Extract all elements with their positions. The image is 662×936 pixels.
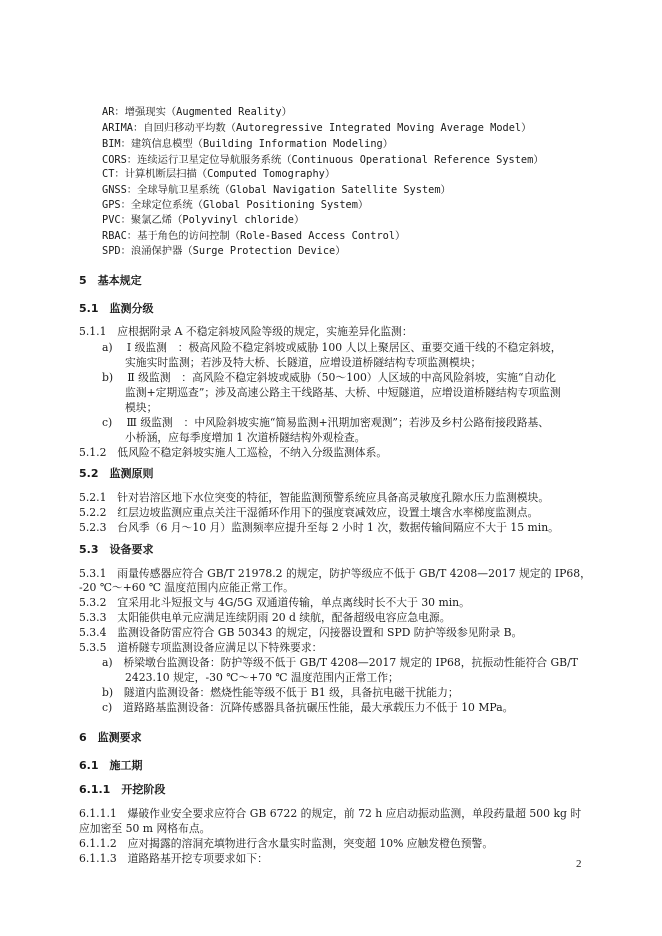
clause-text: 应加密至 50 m 网格布点。 xyxy=(79,822,211,835)
clause-text: 5.3.5 道桥隧专项监测设备应满足以下特殊要求： xyxy=(79,641,323,654)
clause-text: 5.2.1 针对岩溶区地下水位突变的特征，智能监测预警系统应具备高灵敏度孔隙水压力监测模块。 xyxy=(79,491,550,504)
abbreviation-item: GPS：全球定位系统（Global Positioning System） xyxy=(102,199,369,211)
section-heading: 5.1 监测分级 xyxy=(79,302,154,315)
abbreviation-item: CORS：连续运行卫星定位导航服务系统（Continuous Operational Reference System） xyxy=(102,154,544,166)
abbreviation-item: SPD：浪涌保护器（Surge Protection Device） xyxy=(102,245,346,257)
clause-text: 5.1.2 低风险不稳定斜坡实施人工巡检，不纳入分级监测体系。 xyxy=(79,446,388,459)
list-item-text: 实施实时监测；若涉及特大桥、长隧道，应增设道桥隧结构专项监测模块； xyxy=(125,356,482,369)
clause-text: 5.3.1 雨量传感器应符合 GB/T 21978.2 的规定，防护等级应不低于 GB/T 4208—2017 规定的 IP68， xyxy=(79,567,591,580)
chapter-heading: 5 基本规定 xyxy=(79,274,142,287)
clause-text: 5.3.3 太阳能供电单元应满足连续阴雨 20 d 续航，配备超级电容应急电源。 xyxy=(79,611,451,624)
abbreviation-item: AR：增强现实（Augmented Reality） xyxy=(102,106,292,118)
section-heading: 5.3 设备要求 xyxy=(79,543,154,556)
abbreviation-item: BIM：建筑信息模型（Building Information Modeling） xyxy=(102,138,394,150)
clause-text: 6.1.1.1 爆破作业安全要求应符合 GB 6722 的规定，前 72 h 应启动振动监测，单段药量超 500 kg 时 xyxy=(79,807,582,820)
abbreviation-item: ARIMA：自回归移动平均数（Autoregressive Integrated Moving Average Model） xyxy=(102,122,532,134)
clause-text: 6.1.1.3 道路路基开挖专项要求如下： xyxy=(79,852,268,865)
list-item-text: 2423.10 规定，-30 ℃～+70 ℃ 温度范围内正常工作； xyxy=(125,671,399,684)
list-item-text: c) Ⅲ 级监测 ：中风险斜坡实施“简易监测+汛期加密观测”；若涉及乡村公路衔接段路基、 xyxy=(102,416,550,429)
list-item-text: b) Ⅱ 级监测 ：高风险不稳定斜坡或威胁（50～100）人区域的中高风险斜坡，实施“自动化 xyxy=(102,371,556,384)
list-item-text: c) 道路路基监测设备：沉降传感器具备抗碾压性能，最大承载压力不低于 10 MPa。 xyxy=(102,701,514,714)
abbreviation-item: GNSS：全球导航卫星系统（Global Navigation Satellite System） xyxy=(102,184,451,196)
list-item-text: 小桥涵，应每季度增加 1 次道桥隧结构外观检查。 xyxy=(125,431,366,444)
list-item-text: 模块； xyxy=(125,401,158,414)
list-item-text: a) Ⅰ 级监测 ：极高风险不稳定斜坡或威胁 100 人以上聚居区、重要交通干线的不稳定斜坡， xyxy=(102,341,562,354)
list-item-text: a) 桥梁墩台监测设备：防护等级不低于 GB/T 4208—2017 规定的 IP68，抗振动性能符合 GB/T xyxy=(102,656,578,669)
abbreviation-item: CT：计算机断层扫描（Computed Tomography） xyxy=(102,168,336,180)
clause-text: 5.3.4 监测设备防雷应符合 GB 50343 的规定，闪接器设置和 SPD 防护等级参见附录 B。 xyxy=(79,626,523,639)
clause-text: 5.2.2 红层边坡监测应重点关注干湿循环作用下的强度衰减效应，设置土壤含水率梯度监测点。 xyxy=(79,506,539,519)
clause-text: 5.1.1 应根据附录 A 不稳定斜坡风险等级的规定，实施差异化监测： xyxy=(79,325,413,338)
clause-text: 5.2.3 台风季（6 月～10 月）监测频率应提升至每 2 小时 1 次，数据传输间隔应不大于 15 min。 xyxy=(79,521,559,534)
subsection-heading: 6.1.1 开挖阶段 xyxy=(79,783,166,796)
abbreviation-item: RBAC：基于角色的访问控制（Role-Based Access Control） xyxy=(102,230,406,242)
chapter-heading: 6 监测要求 xyxy=(79,731,142,744)
clause-text: 5.3.2 宜采用北斗短报文与 4G/5G 双通道传输，单点离线时长不大于 30 min。 xyxy=(79,596,470,609)
section-heading: 6.1 施工期 xyxy=(79,759,143,772)
section-heading: 5.2 监测原则 xyxy=(79,467,154,480)
page-number: 2 xyxy=(576,858,582,870)
list-item-text: b) 隧道内监测设备：燃烧性能等级不低于 B1 级，具备抗电磁干扰能力； xyxy=(102,686,459,699)
clause-text: 6.1.1.2 应对揭露的溶洞充填物进行含水量实时监测，突变超 10% 应触发橙色预警。 xyxy=(79,837,494,850)
abbreviation-item: PVC：聚氯乙烯（Polyvinyl chloride） xyxy=(102,214,305,226)
clause-text: -20 ℃～+60 ℃ 温度范围内应能正常工作。 xyxy=(79,581,294,594)
list-item-text: 监测+定期巡查”；涉及高速公路主干线路基、大桥、中短隧道，应增设道桥隧结构专项监测 xyxy=(125,386,561,399)
